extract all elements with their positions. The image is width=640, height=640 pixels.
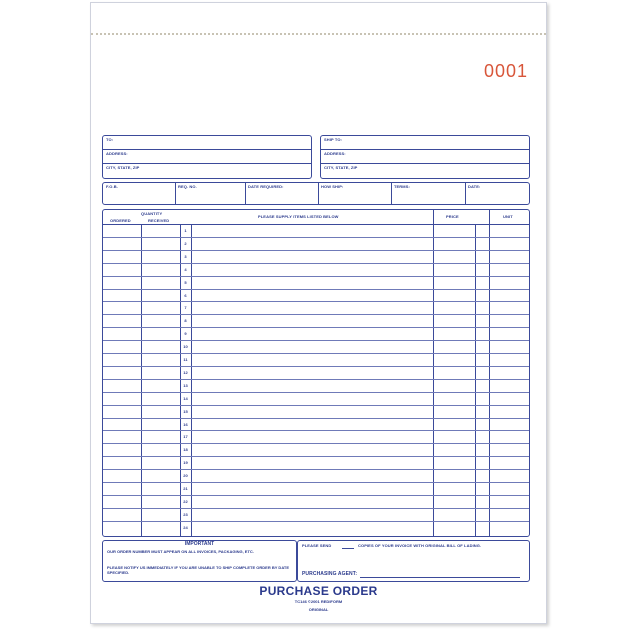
ship-to-box (320, 135, 530, 179)
row-divider (103, 482, 529, 483)
row-number: 14 (183, 395, 188, 401)
row-number: 3 (184, 253, 187, 259)
ship-to-address-label: ADDRESS: (324, 151, 346, 156)
please-send-label: PLEASE SEND (302, 543, 332, 548)
row-divider (103, 495, 529, 496)
row-number: 20 (183, 473, 188, 479)
row-divider (103, 237, 529, 238)
row-number: 5 (184, 279, 187, 285)
date-required-label: DATE REQUIRED: (248, 184, 284, 189)
invoice-instructions-box (297, 540, 530, 582)
important-note-2: PLEASE NOTIFY US IMMEDIATELY IF YOU ARE UNABLE TO SHIP COMPLETE ORDER BY DATE SPECIFIED. (107, 565, 290, 575)
copy-label: ORIGINAL (308, 607, 329, 612)
row-divider (103, 392, 529, 393)
to-label: TO: (106, 137, 114, 142)
important-box (102, 540, 297, 582)
row-divider (103, 301, 529, 302)
row-number: 21 (183, 486, 188, 491)
row-divider (103, 405, 529, 406)
row-number: 10 (183, 344, 188, 350)
ordered-header: ORDERED (110, 218, 131, 223)
unit-header: UNIT (503, 214, 513, 219)
row-number: 23 (183, 511, 188, 517)
row-divider (103, 456, 529, 457)
row-divider (103, 508, 529, 509)
ship-to-label: SHIP TO: (324, 137, 342, 142)
serial-number: 0001 (483, 61, 528, 81)
row-divider (103, 327, 529, 328)
quantity-header: QUANTITY (141, 211, 163, 216)
row-number: 9 (184, 331, 187, 337)
row-number: 4 (184, 266, 187, 272)
row-number: 7 (184, 305, 187, 311)
row-number: 19 (183, 460, 188, 466)
important-note-1: OUR ORDER NUMBER MUST APPEAR ON ALL INVOICES, PACKAGING, ETC. (107, 549, 254, 554)
req-no-label: REQ. NO. (178, 184, 197, 189)
purchasing-agent-label: PURCHASING AGENT: (302, 571, 358, 577)
row-divider (103, 418, 529, 419)
items-header: PLEASE SUPPLY ITEMS LISTED BELOW (258, 214, 339, 219)
row-divider (103, 521, 529, 522)
row-divider (103, 314, 529, 315)
row-number: 8 (184, 318, 187, 324)
row-number: 11 (183, 357, 188, 362)
received-header: RECEIVED (148, 218, 170, 223)
row-divider (103, 263, 529, 264)
row-number: 2 (184, 240, 187, 246)
row-divider (103, 250, 529, 251)
date-label: DATE: (468, 184, 481, 189)
how-ship-label: HOW SHIP: (321, 184, 344, 189)
price-header: PRICE (446, 214, 459, 219)
row-divider (103, 289, 529, 290)
row-number: 17 (183, 434, 188, 440)
row-divider (103, 366, 529, 367)
purchase-order-form (90, 2, 547, 624)
row-number: 24 (183, 524, 188, 530)
row-divider (103, 430, 529, 431)
copies-text: COPIES OF YOUR INVOICE WITH ORIGINAL BILL OF LADING. (358, 543, 482, 548)
row-divider (103, 340, 529, 341)
order-info-row (102, 182, 530, 205)
terms-label: TERMS: (394, 184, 410, 189)
row-divider (103, 443, 529, 444)
to-city-label: CITY, STATE, ZIP (106, 165, 140, 170)
row-number: 16 (183, 421, 188, 427)
form-title: PURCHASE ORDER (259, 584, 378, 598)
fob-label: F.O.B. (106, 184, 118, 189)
items-table (102, 209, 530, 537)
ship-to-city-label: CITY, STATE, ZIP (324, 165, 358, 170)
to-address-box (102, 135, 312, 179)
row-number: 13 (183, 382, 188, 388)
row-number: 1 (184, 228, 187, 233)
row-number: 15 (183, 408, 188, 414)
form-code: TC146 ©2001 REDIFORM (294, 599, 343, 604)
row-divider (103, 379, 529, 380)
perforation-line (91, 33, 546, 35)
row-number: 12 (183, 369, 188, 375)
important-title: IMPORTANT (184, 541, 215, 547)
row-divider (103, 276, 529, 277)
row-divider (103, 469, 529, 470)
row-number: 6 (184, 292, 187, 298)
row-divider (103, 353, 529, 354)
row-number: 22 (183, 498, 188, 504)
to-address-label: ADDRESS: (106, 151, 128, 156)
row-number: 18 (183, 447, 188, 453)
